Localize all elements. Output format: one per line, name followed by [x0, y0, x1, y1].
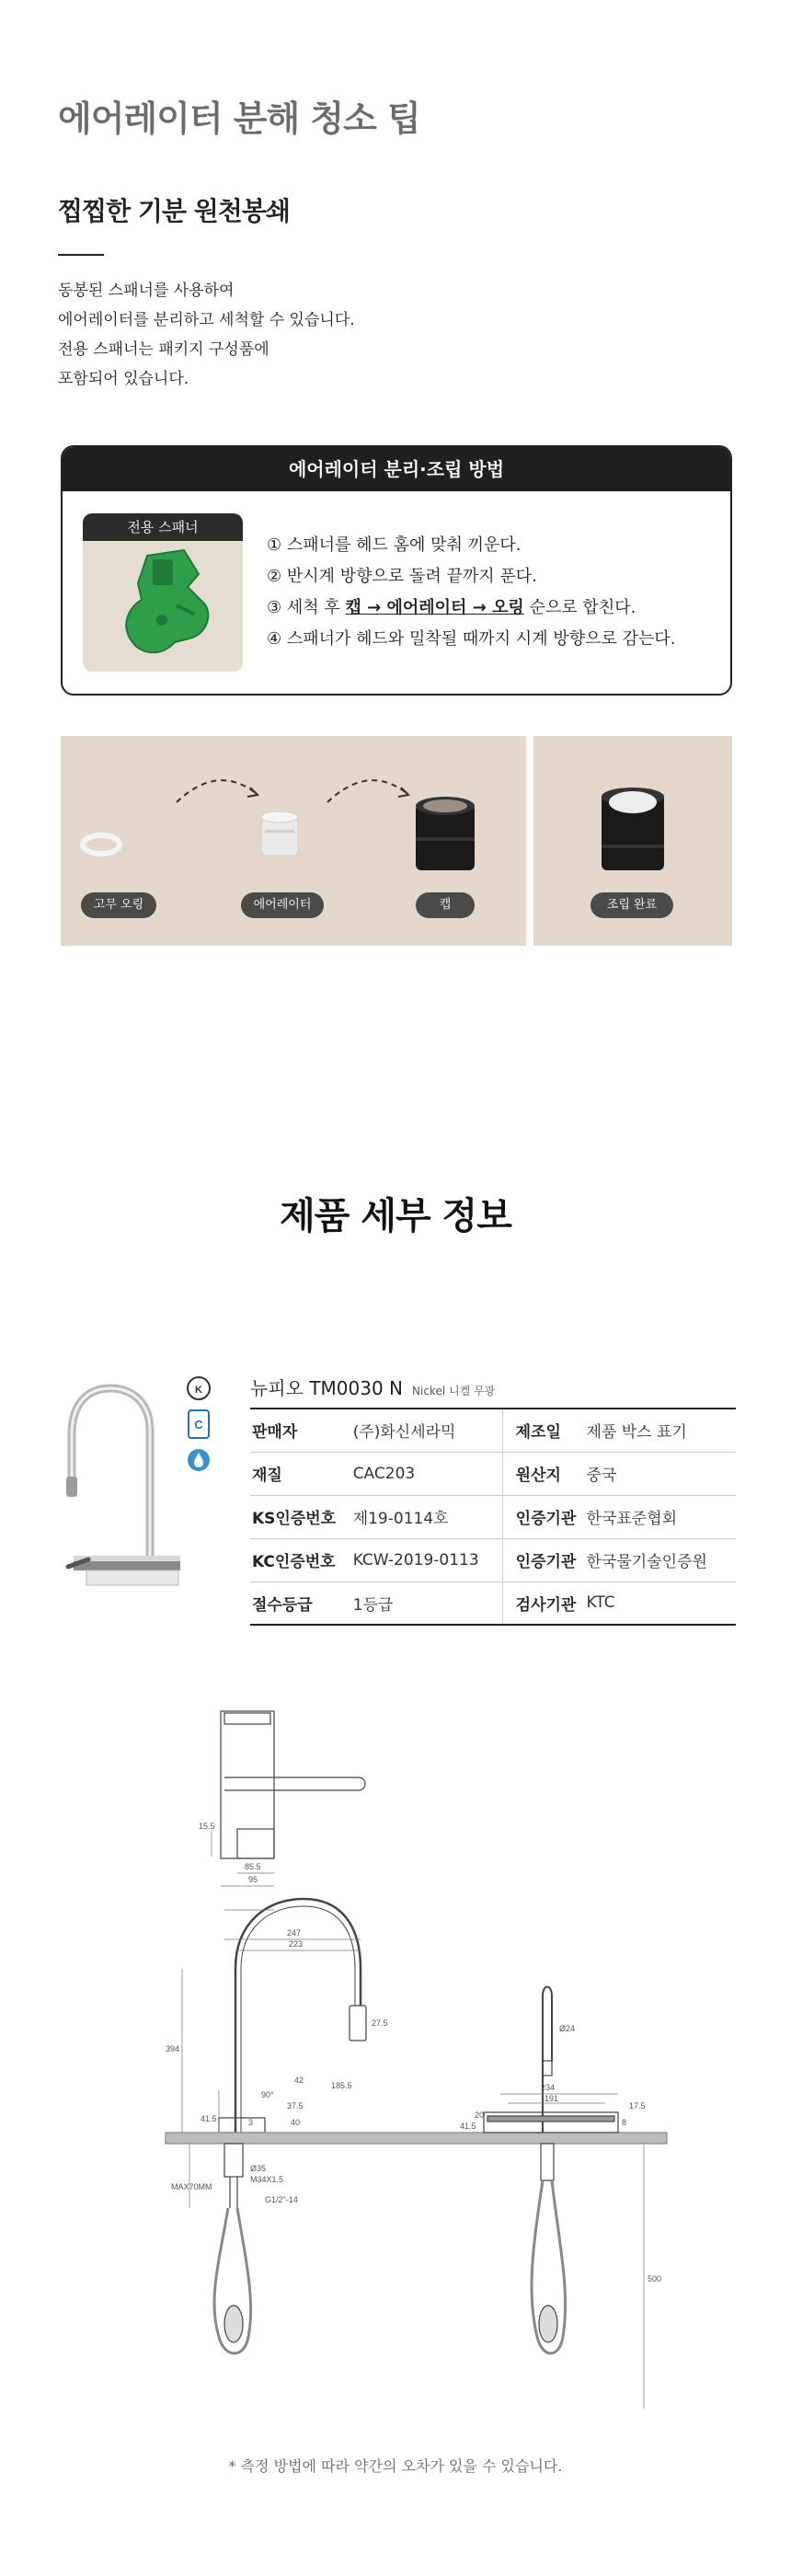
o-ring-image — [83, 835, 120, 854]
tool-card — [83, 513, 243, 672]
label-aerator: 에어레이터 — [241, 892, 324, 918]
label-o-ring: 고무 오링 — [81, 892, 156, 918]
certifications — [186, 1375, 213, 1480]
dim-label: 15.5 — [199, 1822, 215, 1831]
dim-label: 95 — [248, 1875, 258, 1884]
dim-label: 3 — [248, 2118, 254, 2127]
product-name: 뉴피오 TM0030 N Nickel 니켈 무광 — [250, 1377, 496, 1399]
label-cap: 캡 — [416, 892, 475, 918]
arrow-icon — [177, 780, 256, 802]
dim-label: 191 — [545, 2094, 559, 2103]
dim-label: 8 — [622, 2118, 627, 2127]
dim-label: 185.5 — [331, 2081, 352, 2090]
assembled-photo — [533, 736, 732, 946]
dim-label: Ø24 — [559, 2024, 576, 2033]
dimension-labels — [166, 1822, 661, 2283]
method-box — [61, 445, 732, 696]
desc-line: 포함되어 있습니다. — [58, 370, 189, 388]
dim-label: 500 — [648, 2274, 662, 2283]
water-mark-icon — [186, 1447, 212, 1473]
svg-text:C: C — [194, 1418, 203, 1432]
dim-label: 41.5 — [201, 2114, 217, 2123]
step-4: ④ 스패너가 헤드와 밀착될 때까지 시계 방향으로 감는다. — [267, 629, 676, 649]
step-1: ① 스패너를 헤드 홈에 맞춰 끼운다. — [267, 535, 522, 555]
table-row: 재질 CAC203 원산지 중국 — [250, 1452, 736, 1495]
table-row: KC인증번호 KCW-2019-0113 인증기관 한국물기술인증원 — [250, 1538, 736, 1581]
dim-label: 41.5 — [460, 2122, 476, 2131]
desc-line: 전용 스패너는 패키지 구성품에 — [58, 340, 269, 359]
footnote: * 측정 방법에 따라 약간의 오차가 있을 수 있습니다. — [228, 2457, 563, 2475]
table-row: 절수등급 1등급 검사기관 KTC — [250, 1581, 736, 1625]
step-3: ③ 세척 후 캡 → 에어레이터 → 오링 순으로 합친다. — [267, 598, 636, 617]
desc-line: 에어레이터를 분리하고 세척할 수 있습니다. — [58, 311, 355, 329]
cap-image — [416, 797, 475, 870]
dim-label: M34X1.5 — [250, 2175, 284, 2184]
dim-label: 20 — [475, 2110, 485, 2120]
divider — [58, 254, 104, 256]
dim-label: 247 — [287, 1928, 302, 1938]
spanner-icon — [110, 546, 219, 664]
dim-label: 27.5 — [372, 2018, 388, 2028]
dim-label: 42 — [294, 2076, 304, 2085]
tips-subtitle: 찝찝한 기분 원천봉쇄 — [58, 196, 290, 226]
parts-photo — [61, 736, 526, 946]
tips-description — [58, 276, 355, 394]
arrow-icon — [327, 780, 407, 802]
method-steps — [267, 530, 675, 655]
dim-label: MAX70MM — [171, 2182, 212, 2191]
table-row: KS인증번호 제19-0114호 인증기관 한국표준협회 — [250, 1495, 736, 1538]
spec-table — [250, 1408, 736, 1626]
dim-label: 17.5 — [629, 2101, 646, 2110]
dim-label: 223 — [289, 1939, 304, 1949]
table-row: 판매자 (주)화신세라믹 제조일 제품 박스 표기 — [250, 1409, 736, 1452]
dim-label: Ø35 — [250, 2164, 267, 2173]
dim-label: 37.5 — [287, 2101, 304, 2110]
kc-mark-icon — [186, 1409, 212, 1440]
faucet-product-image — [55, 1375, 193, 1615]
dim-label: 394 — [166, 2044, 180, 2053]
details-title: 제품 세부 정보 — [280, 1195, 511, 1237]
aerator-image — [261, 811, 298, 856]
technical-drawing — [0, 1693, 791, 2429]
label-assembled: 조립 완료 — [590, 892, 673, 918]
dim-label: G1/2"-14 — [265, 2195, 298, 2204]
dim-label: 234 — [541, 2083, 556, 2092]
dim-label: 40 — [291, 2118, 301, 2127]
ks-mark-icon — [186, 1375, 212, 1401]
svg-text:K: K — [195, 1385, 202, 1396]
step-2: ② 반시계 방향으로 돌려 끝까지 푼다. — [267, 567, 537, 586]
dim-label: 90° — [261, 2090, 274, 2099]
desc-line: 동봉된 스패너를 사용하여 — [58, 282, 235, 300]
dim-label: 85.5 — [245, 1862, 261, 1871]
method-header: 에어레이터 분리·조립 방법 — [63, 447, 730, 491]
tool-label: 전용 스패너 — [83, 513, 243, 541]
tips-title: 에어레이터 분해 청소 팁 — [58, 98, 420, 139]
